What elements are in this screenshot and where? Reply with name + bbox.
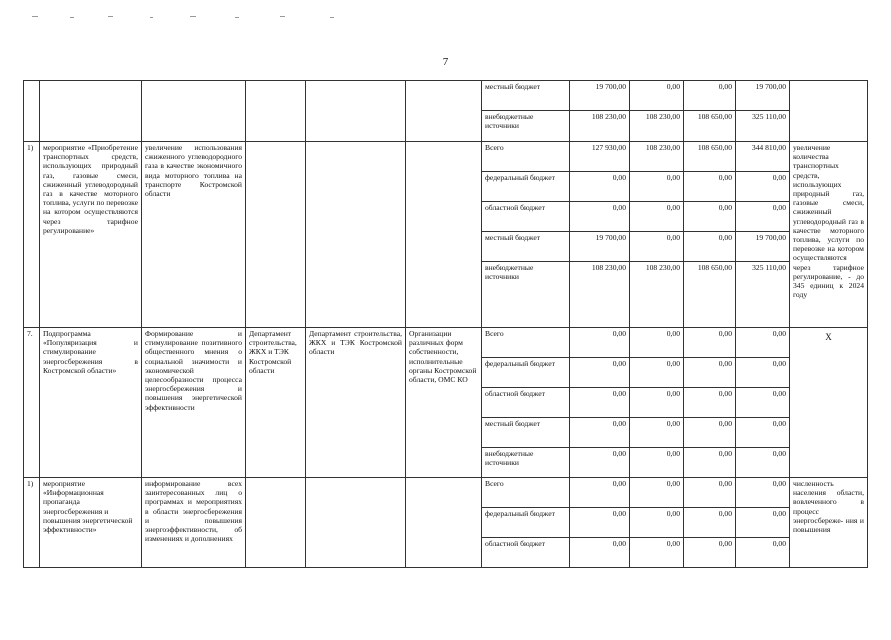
funding-source: областной бюджет bbox=[482, 388, 570, 418]
value-cell: 0,00 bbox=[684, 358, 736, 388]
cell-no: 7. bbox=[24, 328, 40, 478]
funding-source: федеральный бюджет bbox=[482, 358, 570, 388]
funding-source: Всего bbox=[482, 478, 570, 508]
value-cell: 19 700,00 bbox=[570, 81, 630, 111]
value-cell: 0,00 bbox=[736, 508, 790, 538]
value-cell: 0,00 bbox=[630, 448, 684, 478]
cell-goal bbox=[142, 81, 246, 142]
table-row bbox=[24, 328, 868, 358]
value-cell: 0,00 bbox=[630, 202, 684, 232]
value-cell: 0,00 bbox=[630, 358, 684, 388]
measure-name: мероприятие «Приобретение транспортных средств, использующих природный газ, газовые смеси, сжиженный углеводородный газ в качестве моторного топлива, услуги по перевозке на котором осуществляются через тарифное регулирование» bbox=[40, 142, 142, 328]
value-cell: 0,00 bbox=[736, 172, 790, 202]
value-cell: 108 230,00 bbox=[570, 262, 630, 328]
cell-no bbox=[24, 81, 40, 142]
value-cell: 0,00 bbox=[630, 232, 684, 262]
value-cell: 0,00 bbox=[570, 508, 630, 538]
value-cell: 0,00 bbox=[684, 328, 736, 358]
value-cell: 0,00 bbox=[736, 328, 790, 358]
value-cell: 0,00 bbox=[570, 358, 630, 388]
page-number: 7 bbox=[442, 56, 449, 68]
subprogram-executor: Департамент строительства, ЖКХ и ТЭК Костромской области bbox=[246, 328, 306, 478]
value-cell: 0,00 bbox=[630, 328, 684, 358]
value-cell: 0,00 bbox=[684, 508, 736, 538]
funding-source: федеральный бюджет bbox=[482, 508, 570, 538]
subprogram-coexecutor: Департамент строительства, ЖКХ и ТЭК Костромской области bbox=[306, 328, 406, 478]
value-cell: 108 230,00 bbox=[570, 111, 630, 142]
value-cell: 108 230,00 bbox=[630, 111, 684, 142]
value-cell: 0,00 bbox=[570, 538, 630, 568]
value-cell: 0,00 bbox=[570, 202, 630, 232]
value-cell: 0,00 bbox=[684, 202, 736, 232]
value-cell: 325 110,00 bbox=[736, 262, 790, 328]
value-cell: 0,00 bbox=[630, 538, 684, 568]
value-cell: 0,00 bbox=[684, 448, 736, 478]
cell-executor bbox=[246, 142, 306, 328]
program-table bbox=[23, 80, 868, 568]
cell-executor bbox=[246, 81, 306, 142]
cell-coexecutor bbox=[306, 142, 406, 328]
value-cell: 0,00 bbox=[630, 172, 684, 202]
cell-coexecutor bbox=[306, 478, 406, 568]
value-cell: 344 810,00 bbox=[736, 142, 790, 172]
cell-name bbox=[40, 81, 142, 142]
funding-source: местный бюджет bbox=[482, 418, 570, 448]
value-cell: 0,00 bbox=[684, 538, 736, 568]
table-row bbox=[24, 478, 868, 508]
subprogram-result: Х bbox=[790, 328, 868, 478]
subprogram-name: Подпрограмма «Популяризация и стимулирование энергосбережения в Костромской области» bbox=[40, 328, 142, 478]
funding-source: областной бюджет bbox=[482, 202, 570, 232]
value-cell: 0,00 bbox=[736, 358, 790, 388]
value-cell: 0,00 bbox=[684, 81, 736, 111]
value-cell: 0,00 bbox=[630, 81, 684, 111]
cell-participants bbox=[406, 142, 482, 328]
value-cell: 325 110,00 bbox=[736, 111, 790, 142]
value-cell: 0,00 bbox=[630, 508, 684, 538]
value-cell: 108 650,00 bbox=[684, 142, 736, 172]
measure-goal: увеличение использования сжиженного углеводородного газа в качестве экономичного вида моторного топлива на транспорте Костромской области bbox=[142, 142, 246, 328]
value-cell: 0,00 bbox=[736, 538, 790, 568]
funding-source: местный бюджет bbox=[482, 81, 570, 111]
value-cell: 0,00 bbox=[570, 328, 630, 358]
table-row bbox=[24, 81, 868, 111]
funding-source: Всего bbox=[482, 142, 570, 172]
value-cell: 127 930,00 bbox=[570, 142, 630, 172]
value-cell: 0,00 bbox=[736, 388, 790, 418]
value-cell: 0,00 bbox=[736, 418, 790, 448]
value-cell: 0,00 bbox=[736, 478, 790, 508]
value-cell: 108 230,00 bbox=[630, 262, 684, 328]
measure-goal: информирование всех заинтересованных лиц о программах и мероприятиях в области энергосбережения и повышения энергоэффективности, об изменениях и дополнениях bbox=[142, 478, 246, 568]
measure-result: увеличение количества транспортных средств, использующих природный газ, газовые смеси, сжиженный углеводородный газ в качестве моторного топлива, услуги по перевозке на котором осуществляются через тарифное регулирование, - до 345 единиц к 2024 году bbox=[790, 142, 868, 328]
funding-source: областной бюджет bbox=[482, 538, 570, 568]
funding-source: местный бюджет bbox=[482, 232, 570, 262]
scan-speckle bbox=[30, 14, 370, 20]
value-cell: 0,00 bbox=[684, 418, 736, 448]
value-cell: 0,00 bbox=[630, 388, 684, 418]
value-cell: 19 700,00 bbox=[736, 232, 790, 262]
table-row bbox=[24, 142, 868, 172]
value-cell: 0,00 bbox=[570, 388, 630, 418]
value-cell: 0,00 bbox=[630, 478, 684, 508]
measure-result: численность населения области, вовлеченного в процесс энергосбереже- ния и повышения bbox=[790, 478, 868, 568]
value-cell: 0,00 bbox=[630, 418, 684, 448]
value-cell: 0,00 bbox=[570, 172, 630, 202]
value-cell: 108 650,00 bbox=[684, 262, 736, 328]
cell-participants bbox=[406, 478, 482, 568]
subprogram-goal: Формирование и стимулирование позитивного общественного мнения о социальной значимости и экономической целесообразности процесса энергосбережения и повышения энергетической эффективности bbox=[142, 328, 246, 478]
value-cell: 0,00 bbox=[736, 448, 790, 478]
value-cell: 0,00 bbox=[736, 202, 790, 232]
cell-executor bbox=[246, 478, 306, 568]
value-cell: 0,00 bbox=[684, 172, 736, 202]
subprogram-participants: Организации различных форм собственности, исполнительные органы Костромской области, ОМС КО bbox=[406, 328, 482, 478]
funding-source: внебюджетные источники bbox=[482, 111, 570, 142]
measure-name: мероприятие «Информационная пропаганда энергосбережения и повышения энергетической эффективности» bbox=[40, 478, 142, 568]
value-cell: 0,00 bbox=[684, 232, 736, 262]
value-cell: 108 230,00 bbox=[630, 142, 684, 172]
value-cell: 0,00 bbox=[570, 418, 630, 448]
value-cell: 0,00 bbox=[684, 388, 736, 418]
value-cell: 108 650,00 bbox=[684, 111, 736, 142]
funding-source: Всего bbox=[482, 328, 570, 358]
value-cell: 0,00 bbox=[684, 478, 736, 508]
cell-no: 1) bbox=[24, 142, 40, 328]
value-cell: 0,00 bbox=[570, 478, 630, 508]
value-cell: 19 700,00 bbox=[570, 232, 630, 262]
value-cell: 19 700,00 bbox=[736, 81, 790, 111]
cell-no: 1) bbox=[24, 478, 40, 568]
funding-source: федеральный бюджет bbox=[482, 172, 570, 202]
cell-result bbox=[790, 81, 868, 142]
cell-coexecutor bbox=[306, 81, 406, 142]
value-cell: 0,00 bbox=[570, 448, 630, 478]
funding-source: внебюджетные источники bbox=[482, 262, 570, 328]
cell-participants bbox=[406, 81, 482, 142]
funding-source: внебюджетные источники bbox=[482, 448, 570, 478]
